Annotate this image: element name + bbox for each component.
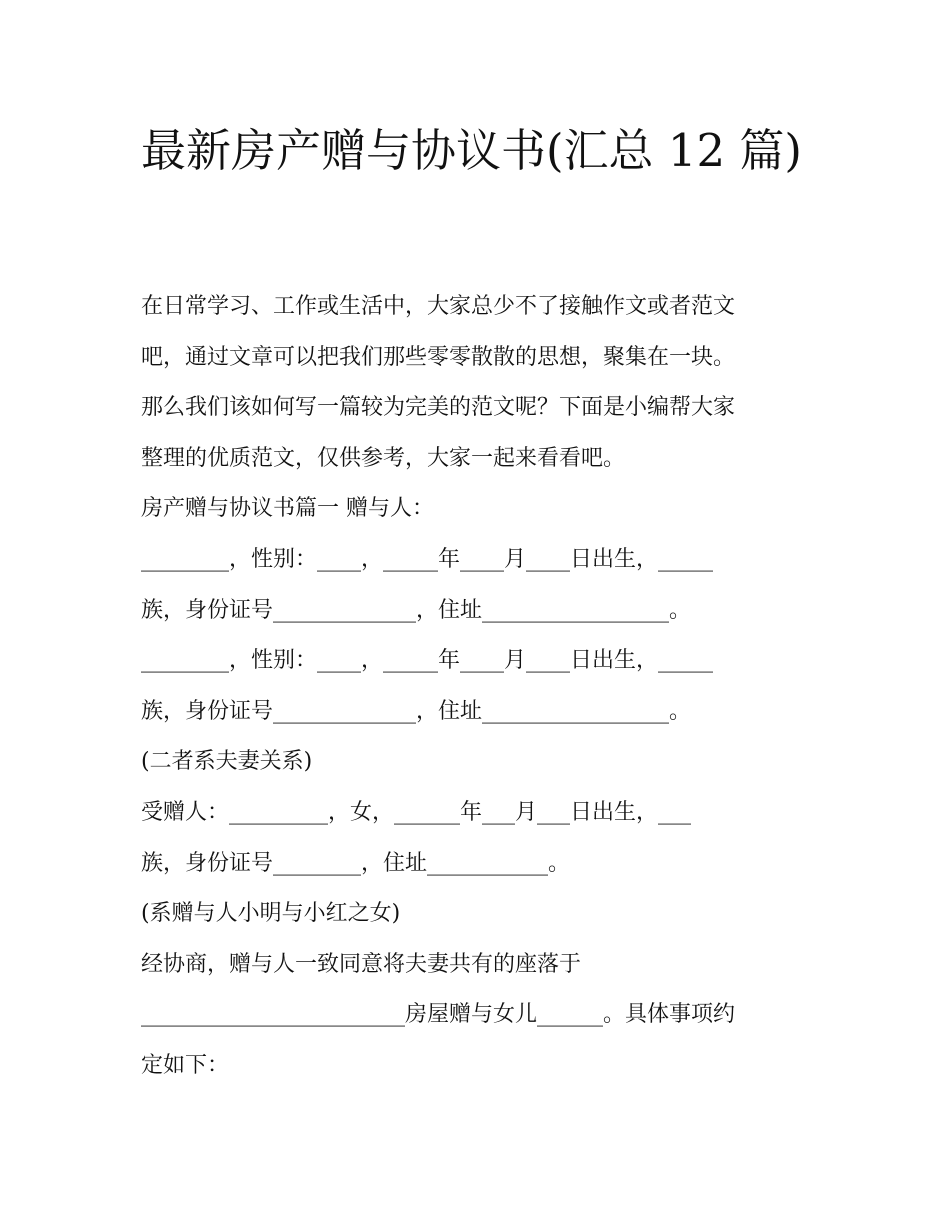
document-body: [141, 282, 831, 1092]
section-heading: 房产赠与协议书篇一 赠与人：: [141, 496, 434, 522]
agreement-text-line: ________________________房屋赠与女儿______。具体事项约: [141, 1002, 736, 1028]
body-line: 在日常学习、工作或生活中，大家总少不了接触作文或者范文: [141, 294, 736, 319]
recipient-id-address-line: 族，身份证号________，住址___________。: [141, 850, 571, 876]
donor-1-basic-info-line: ________，性别：____，_____年____月____日出生，_____: [141, 546, 714, 572]
donor-2-id-address-line: 族，身份证号_____________，住址_________________。: [141, 698, 692, 724]
recipient-basic-info-line: 受赠人：_________，女，______年___月___日出生，___: [141, 799, 692, 825]
recipient-relationship-note: (系赠与人小明与小红之女): [141, 901, 401, 927]
body-line: 整理的优质范文，仅供参考，大家一起来看看吧。: [141, 445, 626, 471]
body-line: 吧，通过文章可以把我们那些零零散散的思想，聚集在一块。: [141, 344, 736, 370]
document-title: 最新房产赠与协议书(汇总 12 篇): [141, 124, 802, 177]
donor-2-basic-info-line: ________，性别：____，_____年____月____日出生，_____: [141, 648, 714, 674]
agreement-text-line: 经协商，赠与人一致同意将夫妻共有的座落于: [141, 951, 582, 977]
donor-1-id-address-line: 族，身份证号_____________，住址_________________。: [141, 597, 692, 623]
relationship-note: (二者系夫妻关系): [141, 749, 313, 775]
agreement-text-line: 定如下：: [141, 1052, 230, 1078]
body-line: 那么我们该如何写一篇较为完美的范文呢？下面是小编帮大家: [141, 395, 736, 421]
